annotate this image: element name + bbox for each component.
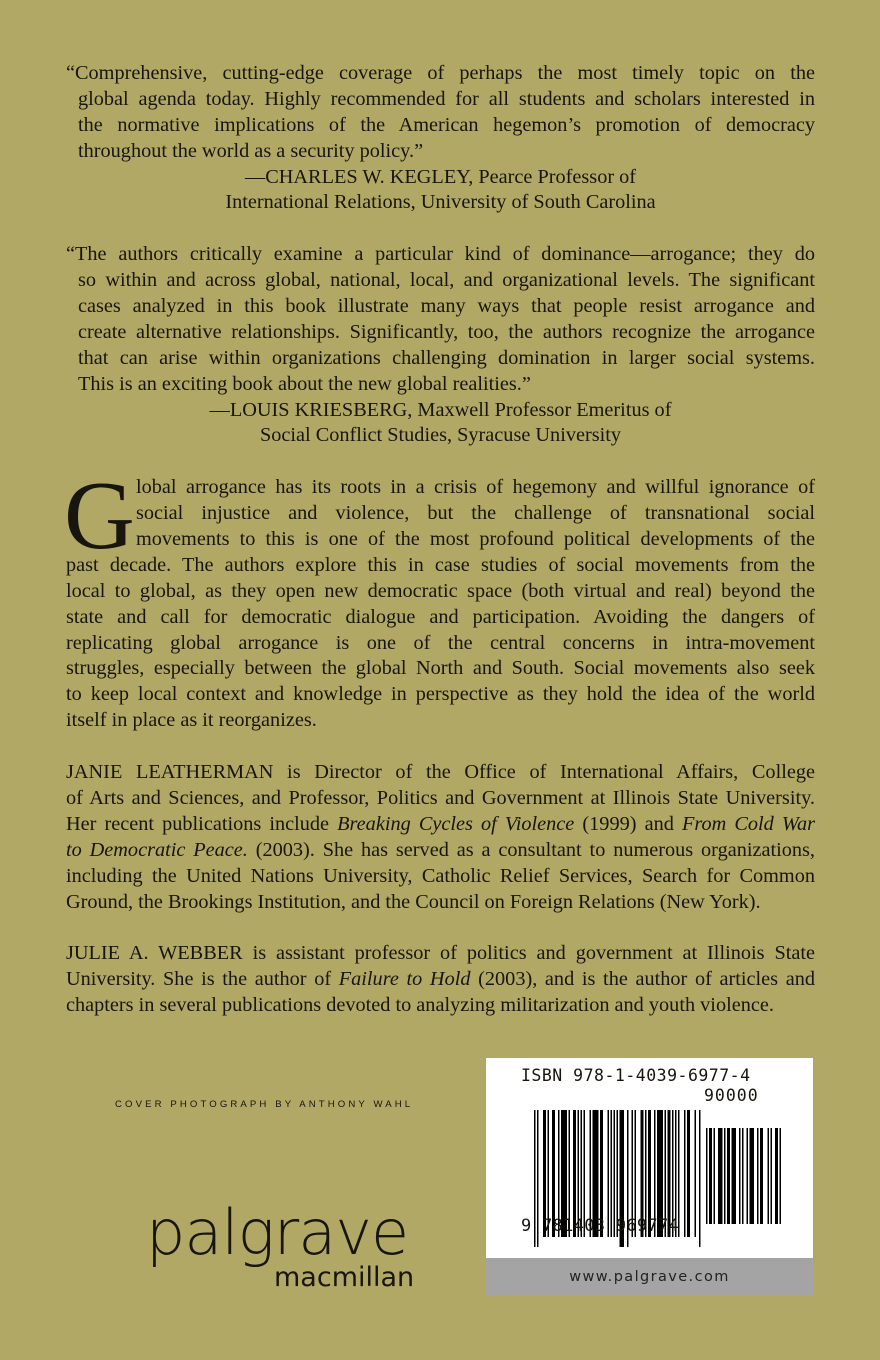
barcode-bar: [699, 1110, 701, 1247]
attribution-line: —LOUIS KRIESBERG, Maxwell Professor Emeritus of: [209, 398, 672, 421]
text-line: the normative implications of the American hegemon’s promotion of democracy: [78, 113, 815, 136]
text-line: [66, 941, 815, 967]
endorsement-quote: [66, 61, 815, 216]
text-line: so within and across global, national, local, and organizational levels. The significant: [78, 269, 815, 292]
text-line: social injustice and violence, but the challenge of transnational social: [136, 502, 815, 525]
text-segment: including the United Nations University, Catholic Relief Services, Search for Common: [66, 864, 815, 887]
barcode-bar: [747, 1128, 749, 1224]
text-line: local to global, as they open new democratic space (both virtual and real) beyond the: [66, 579, 815, 602]
barcode-bar: [727, 1128, 730, 1224]
text-line: state and call for democratic dialogue and participation. Avoiding the dangers of: [66, 605, 815, 628]
text-line: that can arise within organizations challenging domination in larger social systems.: [78, 346, 815, 369]
drop-cap: G: [64, 462, 135, 571]
text-segment: (2003), and is the author of articles and: [470, 968, 816, 991]
author-bio: [66, 760, 815, 915]
text-line: [66, 890, 815, 916]
barcode-bar: [780, 1128, 782, 1224]
text-segment: University. She is the author of: [66, 968, 339, 991]
text-line: [66, 760, 815, 786]
isbn-barcode: [486, 1058, 813, 1258]
text-line: movements to this is one of the most profound political developments of the: [136, 528, 815, 551]
text-segment: chapters in several publications devoted to analyzing militarization and youth violence.: [66, 994, 774, 1017]
price-addon-number: 90000: [704, 1086, 759, 1105]
text-line: “The authors critically examine a particular kind of dominance—arrogance; they do: [66, 243, 815, 266]
text-line: lobal arrogance has its roots in a crisis of hegemony and willful ignorance of: [136, 476, 815, 499]
book-description: [64, 462, 815, 734]
italic-title: From Cold War: [681, 812, 815, 835]
text-line: global agenda today. Highly recommended for all students and scholars interested in: [78, 87, 815, 110]
text-segment: Ground, the Brookings Institution, and the Council on Foreign Relations (New York).: [66, 890, 761, 913]
barcode-bar: [714, 1128, 716, 1224]
barcode-bar: [695, 1110, 697, 1237]
text-line: itself in place as it reorganizes.: [66, 709, 317, 732]
text-line: struggles, especially between the global North and South. Social movements also seek: [66, 657, 815, 680]
barcode-bar: [687, 1110, 690, 1237]
quote-attribution: [66, 398, 815, 450]
barcode-bar: [724, 1128, 726, 1224]
text-line: replicating global arrogance is one of the central concerns in intra-movement: [66, 631, 815, 654]
text-segment: (2003). She has served as a consultant to numerous organizations,: [247, 838, 816, 861]
text-segment: of Arts and Sciences, and Professor, Politics and Government at Illinois State University.: [66, 786, 815, 809]
barcode-bar: [718, 1128, 723, 1224]
text-line: create alternative relationships. Significantly, too, the authors recognize the arrogance: [78, 320, 815, 343]
barcode-bar: [771, 1128, 773, 1224]
text-line: [66, 786, 815, 812]
text-line: [66, 967, 815, 993]
publisher-logo-macmillan: macmillan: [274, 1262, 415, 1293]
author-bio: [66, 941, 815, 1019]
text-line: cases analyzed in this book illustrate many ways that people resist arrogance and: [78, 295, 815, 318]
attribution-line: International Relations, University of South Carolina: [225, 191, 656, 214]
text-line: to keep local context and knowledge in perspective as they hold the idea of the world: [66, 683, 815, 706]
cover-photo-credit: COVER PHOTOGRAPH BY ANTHONY WAHL: [115, 1099, 414, 1110]
text-line: past decade. The authors explore this in case studies of social movements from the: [66, 553, 815, 576]
barcode-bar: [750, 1128, 755, 1224]
text-line: throughout the world as a security policy.”: [78, 139, 424, 162]
barcode-bar: [757, 1128, 759, 1224]
barcode-bar: [684, 1110, 686, 1237]
text-line: “Comprehensive, cutting-edge coverage of perhaps the most timely topic on the: [66, 62, 815, 84]
italic-title: Breaking Cycles of Violence: [337, 812, 575, 835]
barcode-bar: [742, 1128, 744, 1224]
text-line: [66, 812, 815, 838]
barcode-bar: [739, 1128, 741, 1224]
ean-number: 9 781403 969774: [521, 1216, 680, 1236]
quote-attribution: [66, 165, 815, 217]
text-line: [66, 993, 815, 1019]
barcode-bar: [706, 1128, 708, 1224]
text-segment: JULIE A. WEBBER: [66, 942, 243, 965]
barcode-bar: [732, 1128, 737, 1224]
endorsement-quote: [66, 242, 815, 449]
attribution-line: —CHARLES W. KEGLEY, Pearce Professor of: [244, 165, 637, 188]
publisher-logo-palgrave: palgrave: [146, 1196, 409, 1269]
text-segment: is assistant professor of politics and government at Illinois State: [242, 942, 815, 965]
barcode-bar: [768, 1128, 770, 1224]
text-segment: Her recent publications include: [66, 812, 338, 835]
text-line: [66, 838, 815, 864]
text-segment: is Director of the Office of International Affairs, College: [273, 761, 815, 784]
text-segment: (1999) and: [574, 812, 682, 835]
publisher-url: www.palgrave.com: [486, 1258, 813, 1296]
text-segment: JANIE LEATHERMAN: [66, 761, 274, 784]
barcode-bar: [709, 1128, 712, 1224]
back-cover-text: [66, 61, 815, 1045]
barcode-bar: [775, 1128, 778, 1224]
italic-title: to Democratic Peace.: [66, 838, 248, 861]
text-line: [66, 864, 815, 890]
barcode-bar: [760, 1128, 763, 1224]
attribution-line: Social Conflict Studies, Syracuse University: [259, 424, 622, 447]
text-line: This is an exciting book about the new global realities.”: [78, 372, 531, 395]
italic-title: Failure to Hold: [338, 968, 471, 991]
isbn-label: ISBN 978-1-4039-6977-4: [521, 1066, 751, 1085]
